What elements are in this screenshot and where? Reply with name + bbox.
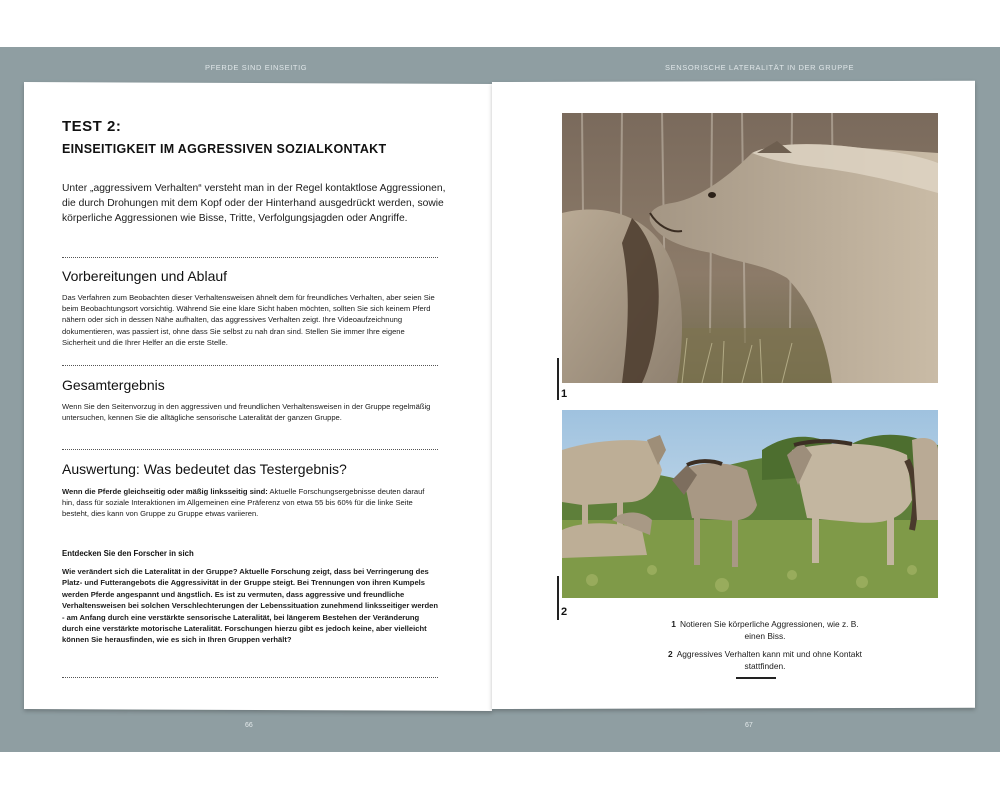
photo-marker-1 — [557, 358, 559, 400]
box-heading: Entdecken Sie den Forscher in sich — [62, 549, 194, 558]
dotted-divider — [62, 257, 438, 258]
evaluation-lead: Wenn die Pferde gleichseitig oder mäßig linksseitig sind: — [62, 487, 268, 496]
caption-rule — [736, 677, 776, 679]
photo-horse-group — [562, 410, 938, 598]
running-head-right: SENSORISCHE LATERALITÄT IN DER GRUPPE — [665, 63, 855, 72]
caption-1 — [660, 618, 870, 642]
intro-paragraph: Unter „aggressivem Verhalten“ versteht man in der Regel kontaktlose Aggressionen, die durch Drohungen mit dem Kopf oder der Hinterhand ausgedrückt werden, sowie körperliche Aggressionen wie Bisse, Tritte, Verfolgungsjagden oder Angriffe. — [62, 183, 446, 224]
photo-number-1: 1 — [561, 388, 568, 400]
caption-number-2: 2 — [668, 649, 673, 659]
dotted-divider — [62, 365, 438, 366]
caption-text-1: Notieren Sie körperliche Aggressionen, wie z. B. einen Biss. — [679, 619, 859, 641]
test-title: TEST 2: — [62, 118, 122, 135]
caption-number-1: 1 — [671, 619, 676, 629]
section-text-preparation: Das Verfahren zum Beobachten dieser Verhaltensweisen ähnelt dem für freundliches Verhalten, aber seien Sie beim Beobachtungsort vorsichtig. Während Sie eine klare Sicht haben möchten, sollten Sie sich keinem Pferd nähern oder sich in dessen Nähe aufhalten, das aggressives Verhalten zeigt. Ihre Videoaufzeichnung dokumentieren, was passiert ist, ohne dass Sie selbst zu nah dran sind. Stellen Sie immer Ihre eigene Sicherheit und die Ihrer Helfer an die erste Stelle. — [62, 293, 435, 347]
page-number-right: 67 — [745, 722, 753, 729]
caption-2 — [660, 648, 870, 672]
section-text-evaluation — [62, 486, 438, 520]
test-subtitle: EINSEITIGKEIT IM AGGRESSIVEN SOZIALKONTAKT — [62, 142, 387, 156]
photo-number-2: 2 — [561, 606, 568, 618]
section-heading-evaluation: Auswertung: Was bedeutet das Testergebnis? — [62, 461, 347, 477]
caption-text-2: Aggressives Verhalten kann mit und ohne Kontakt stattfinden. — [676, 649, 862, 671]
dotted-divider — [62, 449, 438, 450]
box-text: Wie verändert sich die Lateralität in der Gruppe? Aktuelle Forschung zeigt, dass bei Verringerung des Platz- und Futterangebots die Aggressivität in der Gruppe steigt. Bei Trennungen von ihren Kumpels werden Pferde angespannt und ängstlich. Es ist zu vermuten, dass aggressive und freundliche Verhaltensweisen bei solchen Verschlechterungen der Lebenssituation zunehmend linksseitiger werden - am Anfang durch eine verstärkte sensorische Lateralität, bei längerem Bestehen der Veränderung durch eine verstärkte motorische Lateralität. Forschungen hierzu gibt es jedoch keine, aber vielleicht können Sie herausfinden, wie es sich in Ihren Gruppen verhält? — [62, 567, 439, 645]
page-number-left: 66 — [245, 722, 253, 729]
evaluation-body: Aktuelle Forschungsergebnisse deuten darauf hin, dass für soziale Interaktionen im Allgemeinen eine Präferenz von etwa 55 bis 60% für die linke Seite besteht, dies kann von Gruppe zu Gruppe etwas variieren. — [62, 487, 425, 519]
section-text-result: Wenn Sie den Seitenvorzug in den aggressiven und freundlichen Verhaltensweisen in der Gruppe regelmäßig untersuchen, kennen Sie die alltägliche sensorische Lateralität der ganzen Gruppe. — [62, 402, 431, 423]
running-head-left: PFERDE SIND EINSEITIG — [205, 63, 308, 72]
dotted-divider — [62, 677, 438, 678]
section-heading-preparation: Vorbereitungen und Ablauf — [62, 268, 228, 284]
photo-horse-bite — [562, 113, 938, 383]
photo-marker-2 — [557, 576, 559, 620]
section-heading-result: Gesamtergebnis — [62, 377, 165, 393]
